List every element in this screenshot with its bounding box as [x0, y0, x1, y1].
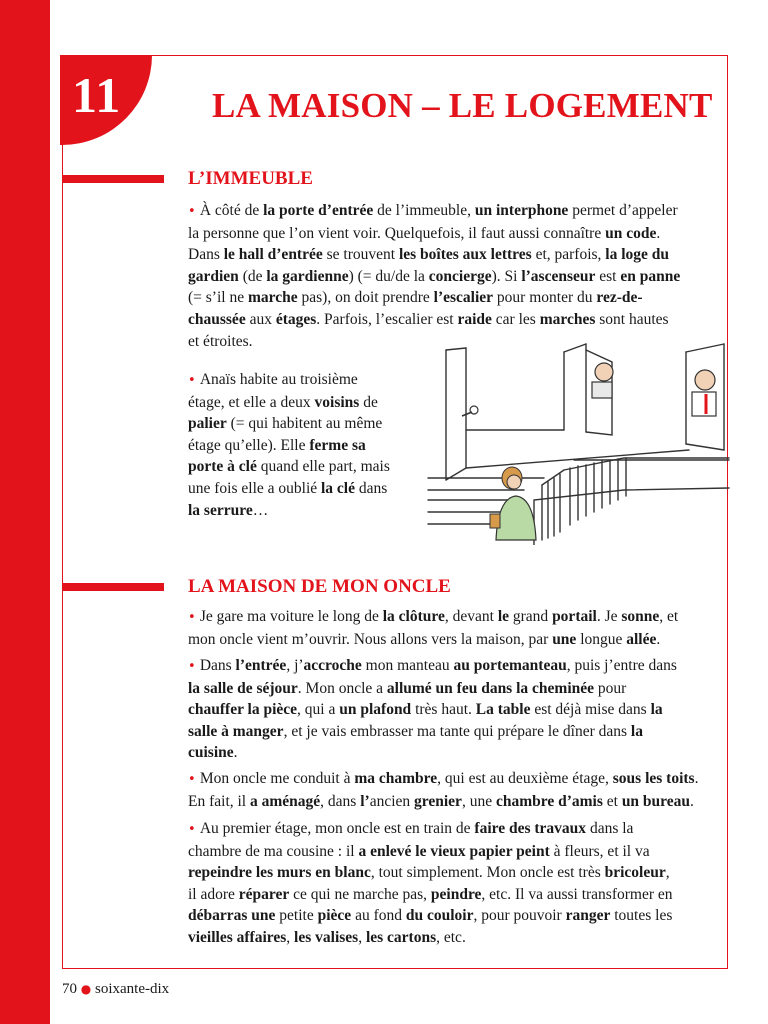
text-line	[188, 818, 673, 841]
text-line	[188, 655, 677, 678]
vocabulary-term: allumé un feu dans la cheminée	[386, 679, 594, 697]
text-line	[188, 905, 673, 927]
vocabulary-term: repeindre les murs en blanc	[188, 864, 371, 882]
text-line	[188, 862, 673, 884]
page-number: 70	[62, 981, 77, 997]
text-run: , et je vais embrasser ma tante qui prépare le dîner dans	[283, 722, 631, 740]
vocabulary-term: rez-de-	[596, 289, 643, 307]
text-run: au fond	[351, 907, 406, 925]
text-line	[188, 456, 390, 478]
text-line	[188, 629, 678, 651]
text-run: ancien	[369, 792, 415, 810]
text-line	[188, 742, 677, 764]
vocabulary-term: la	[630, 722, 643, 740]
stairwell-landing-illustration	[424, 340, 730, 545]
vocabulary-term: étages	[275, 310, 317, 328]
vocabulary-term: ferme sa	[309, 436, 366, 454]
text-run: Au premier étage, mon oncle est en train de	[199, 820, 475, 837]
text-line	[188, 309, 680, 331]
text-run: la personne que l’on vient voir. Quelquefois, il faut aussi connaître	[188, 224, 606, 242]
bullet-icon: •	[188, 373, 200, 388]
text-run: .	[656, 224, 661, 242]
vocabulary-term: du couloir	[405, 907, 474, 925]
vocabulary-term: les cartons	[365, 928, 437, 946]
text-line	[188, 699, 677, 721]
text-run: très haut.	[411, 701, 476, 719]
chapter-number: 11	[72, 67, 122, 123]
vocabulary-term: La table	[475, 701, 531, 719]
vocabulary-term: cuisine	[188, 744, 234, 762]
text-run: , j’	[286, 657, 304, 674]
vocabulary-term: sonne	[621, 608, 660, 625]
text-line	[188, 678, 677, 700]
vocabulary-term: peindre	[430, 885, 482, 903]
bullet-icon: •	[188, 610, 200, 625]
section-heading-maison: LA MAISON DE MON ONCLE	[188, 576, 451, 597]
vocabulary-term: la loge du	[605, 246, 670, 264]
vocabulary-term: pièce	[317, 907, 352, 925]
text-run: et	[602, 792, 622, 810]
vocabulary-term: les boîtes aux lettres	[398, 246, 532, 264]
text-run: .	[656, 630, 661, 648]
text-line	[188, 927, 673, 949]
text-run: dans la	[586, 820, 634, 837]
left-red-band	[0, 0, 50, 1024]
text-run: dans	[355, 479, 388, 497]
vocabulary-term: faire des travaux	[474, 820, 587, 837]
vocabulary-term: les valises	[294, 928, 359, 946]
text-run: mon oncle vient m’ouvrir. Nous allons vers la maison, par	[188, 630, 553, 648]
text-run: À côté de	[199, 202, 264, 219]
bullet-icon: •	[188, 772, 200, 787]
text-run: grand	[509, 608, 553, 625]
vocabulary-term: la	[650, 701, 663, 719]
text-run: , dans	[320, 792, 361, 810]
vocabulary-term: vieilles affaires	[188, 928, 287, 946]
text-line	[188, 768, 698, 791]
paragraph	[188, 200, 680, 352]
text-run: Je gare ma voiture le long de	[199, 608, 383, 625]
text-run: , pour pouvoir	[473, 907, 566, 925]
text-run: ,	[286, 928, 295, 946]
text-run: Anaïs habite au troisième	[199, 371, 358, 388]
vocabulary-term: chauffer la pièce	[188, 701, 298, 719]
vocabulary-term: la clôture	[382, 608, 445, 625]
section-bar-maison	[62, 583, 164, 591]
text-run: En fait, il	[188, 792, 250, 810]
text-line	[188, 791, 698, 813]
text-line	[188, 369, 390, 392]
text-run: sont hautes	[595, 310, 669, 328]
text-run: . Je	[596, 608, 622, 625]
vocabulary-term: en panne	[620, 267, 681, 285]
text-run: pour monter du	[493, 289, 597, 307]
vocabulary-term: le	[497, 608, 510, 625]
vocabulary-term: l’ascenseur	[521, 267, 596, 285]
vocabulary-term: au portemanteau	[453, 657, 567, 674]
text-line	[188, 266, 680, 288]
text-run: de	[359, 393, 378, 411]
text-run: ce qui ne marche pas,	[289, 885, 431, 903]
text-run: …	[252, 501, 269, 519]
text-run: de l’immeuble,	[373, 202, 475, 219]
vocabulary-term: un code	[605, 224, 657, 242]
text-line	[188, 478, 390, 500]
bullet-icon: ●	[80, 982, 92, 996]
vocabulary-term: a enlevé le vieux papier peint	[358, 842, 550, 860]
text-run: (= qui habitent au même	[226, 415, 383, 433]
text-run: se trouvent	[322, 246, 399, 264]
text-run: pour	[594, 679, 627, 697]
paragraph	[188, 369, 390, 521]
vocabulary-term: portail	[552, 608, 597, 625]
text-run: ,	[665, 864, 670, 882]
vocabulary-term: raide	[457, 310, 492, 328]
vocabulary-term: allée	[626, 630, 657, 648]
page-number-words: soixante-dix	[94, 981, 170, 997]
text-run: il adore	[188, 885, 239, 903]
text-line	[188, 244, 680, 266]
text-line	[188, 606, 678, 629]
vocabulary-term: la salle de séjour	[188, 679, 298, 697]
text-line	[188, 721, 677, 743]
bullet-icon: •	[188, 822, 200, 837]
vocabulary-term: porte à clé	[188, 458, 257, 476]
text-run: ) (= du/de la	[348, 267, 429, 285]
text-run: est	[595, 267, 621, 285]
vocabulary-term: ma chambre	[354, 770, 438, 787]
text-run: (de	[238, 267, 267, 285]
vocabulary-term: accroche	[303, 657, 362, 674]
vocabulary-term: marches	[539, 310, 596, 328]
text-run: , devant	[444, 608, 498, 625]
paragraph	[188, 606, 678, 650]
text-run: , qui est au deuxième étage,	[437, 770, 613, 787]
text-run: une fois elle a oublié	[188, 479, 321, 497]
vocabulary-term: chambre d’amis	[495, 792, 603, 810]
vocabulary-term: un interphone	[474, 202, 569, 219]
section-heading-immeuble: L’IMMEUBLE	[188, 168, 313, 189]
vocabulary-term: sous les toits	[612, 770, 695, 787]
vocabulary-term: débarras une	[188, 907, 276, 925]
bullet-icon: •	[188, 659, 200, 674]
text-run: Dans	[188, 246, 224, 264]
text-run: chambre de ma cousine : il	[188, 842, 359, 860]
paragraph	[188, 655, 677, 764]
text-run: longue	[576, 630, 627, 648]
vocabulary-term: un bureau	[621, 792, 691, 810]
vocabulary-term: ranger	[565, 907, 611, 925]
text-line	[188, 200, 680, 223]
vocabulary-term: la serrure	[188, 501, 253, 519]
vocabulary-term: concierge	[428, 267, 492, 285]
text-run: , etc.	[436, 928, 466, 946]
text-run: aux	[245, 310, 276, 328]
vocabulary-term: bricoleur	[604, 864, 666, 882]
text-run: .	[694, 770, 699, 787]
text-run: .	[233, 744, 238, 762]
text-line	[188, 884, 673, 906]
text-run: étage, et elle a deux	[188, 393, 315, 411]
paragraph	[188, 768, 698, 812]
paragraph	[188, 818, 673, 949]
text-line	[188, 287, 680, 309]
text-run: Dans	[199, 657, 236, 674]
vocabulary-term: la gardienne	[266, 267, 349, 285]
vocabulary-term: réparer	[238, 885, 290, 903]
text-run: à fleurs, et il va	[549, 842, 650, 860]
vocabulary-term: chaussée	[188, 310, 246, 328]
text-run: et, parfois,	[531, 246, 606, 264]
vocabulary-term: voisins	[314, 393, 360, 411]
text-line	[188, 435, 390, 457]
text-run: mon manteau	[361, 657, 454, 674]
vocabulary-term: le hall d’entrée	[223, 246, 323, 264]
vocabulary-term: la porte d’entrée	[263, 202, 374, 219]
text-line	[188, 841, 673, 863]
vocabulary-term: salle à manger	[188, 722, 284, 740]
text-run: .	[690, 792, 694, 810]
text-run: quand elle part, mais	[256, 458, 390, 476]
vocabulary-term: marche	[247, 289, 298, 307]
text-line	[188, 500, 390, 522]
text-run: Mon oncle me conduit à	[199, 770, 355, 787]
text-run: et étroites.	[188, 332, 253, 350]
page-footer	[62, 981, 169, 998]
text-run: , etc. Il va aussi transformer en	[481, 885, 673, 903]
text-run: , une	[461, 792, 496, 810]
text-run: . Mon oncle a	[297, 679, 387, 697]
text-run: étage qu’elle). Elle	[188, 436, 310, 454]
text-run: car les	[491, 310, 540, 328]
vocabulary-term: grenier	[414, 792, 462, 810]
text-run: , tout simplement. Mon oncle est très	[370, 864, 605, 882]
text-run: . Parfois, l’escalier est	[316, 310, 458, 328]
text-run: , puis j’entre dans	[566, 657, 677, 674]
vocabulary-term: un plafond	[339, 701, 412, 719]
vocabulary-term: l’escalier	[433, 289, 494, 307]
text-run: (= s’il ne	[188, 289, 248, 307]
text-run: toutes les	[610, 907, 673, 925]
page-title: LA MAISON – LE LOGEMENT	[212, 86, 713, 125]
text-run: petite	[275, 907, 318, 925]
vocabulary-term: a aménagé	[250, 792, 321, 810]
vocabulary-term: la clé	[321, 479, 355, 497]
text-run: permet d’appeler	[568, 202, 678, 219]
vocabulary-term: gardien	[188, 267, 239, 285]
text-line	[188, 223, 680, 245]
vocabulary-term: l’entrée	[235, 657, 287, 674]
text-line	[188, 413, 390, 435]
text-line	[188, 392, 390, 414]
text-run: est déjà mise dans	[530, 701, 651, 719]
vocabulary-term: palier	[188, 415, 227, 433]
text-run: , qui a	[297, 701, 340, 719]
bullet-icon: •	[188, 204, 200, 219]
text-run: ). Si	[491, 267, 522, 285]
text-run: pas), on doit prendre	[297, 289, 434, 307]
text-run: ,	[358, 928, 366, 946]
section-bar-immeuble	[62, 175, 164, 183]
vocabulary-term: une	[552, 630, 577, 648]
text-run: , et	[659, 608, 679, 625]
vocabulary-term: l’	[360, 792, 370, 810]
